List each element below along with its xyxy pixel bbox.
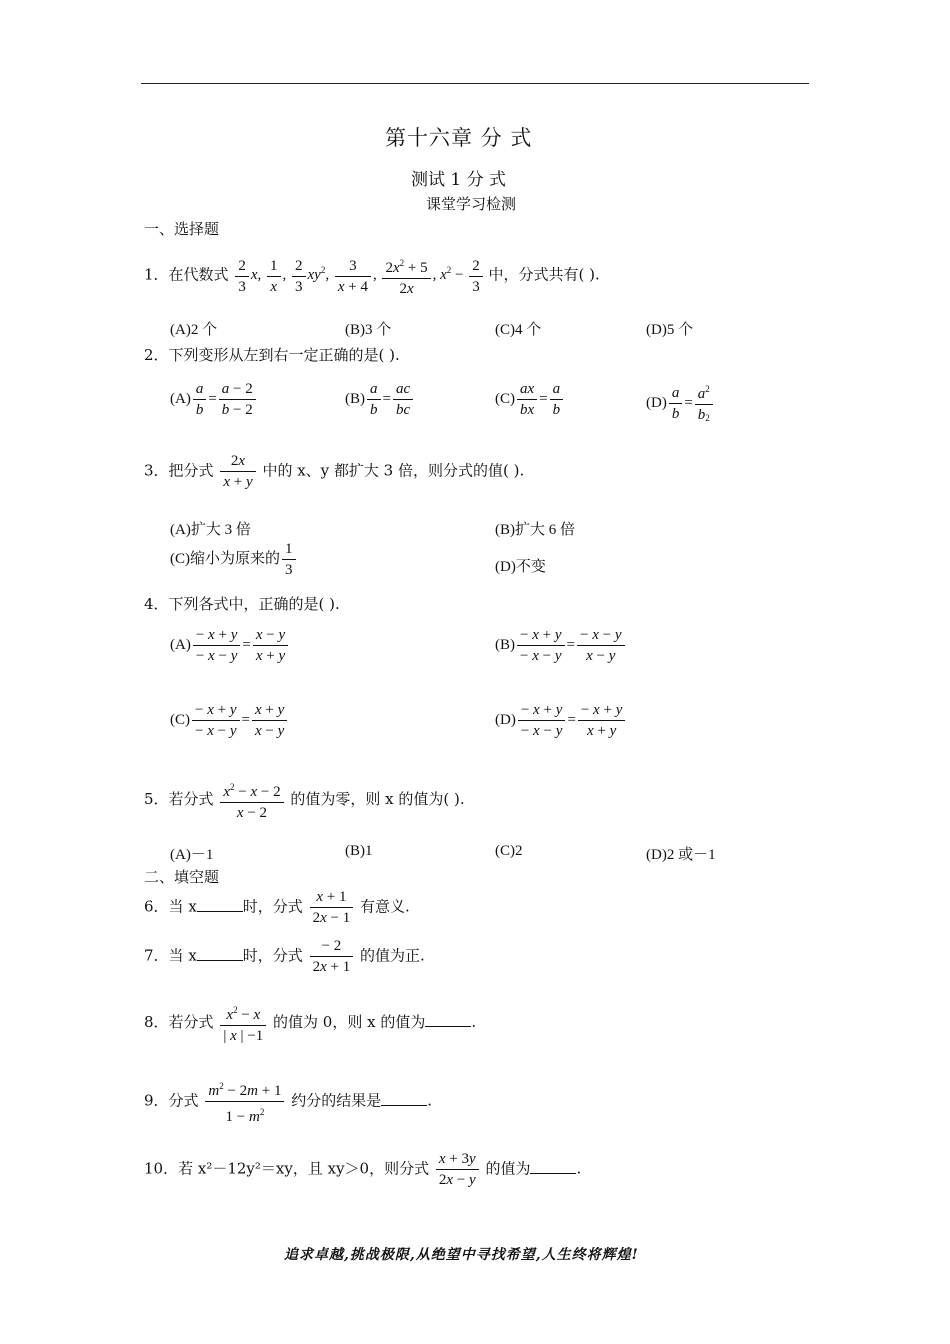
question-1: [144, 254, 600, 298]
question-suffix: 中，分式共有( ).: [488, 265, 600, 284]
option-c[interactable]: (C) $\frac{ax}{bx}$ = $\frac{a}{b}$: [495, 380, 565, 419]
sentence-end: .: [427, 1091, 433, 1110]
question-number: 9．: [144, 1091, 169, 1110]
option-b[interactable]: (B)1: [345, 843, 373, 859]
question-suffix: 有意义.: [360, 897, 410, 916]
question-4: [144, 593, 340, 614]
option-label: (A): [170, 636, 191, 653]
question-number: 1．: [144, 265, 169, 284]
question-number: 8．: [144, 1013, 169, 1031]
question-prefix: 分式: [168, 1091, 199, 1110]
question-mid: 时，分式: [242, 897, 303, 916]
question-prefix: 若 x²－12y²＝xy，且 xy＞0，则分式: [178, 1159, 430, 1178]
option-a[interactable]: (A)扩大 3 倍: [170, 522, 251, 538]
question-suffix: 的值为正.: [360, 946, 425, 965]
question-9: 9．分式 $\frac{m^2 - 2m + 1}{1 - m^2}$ 约分的结果是 .: [144, 1081, 433, 1125]
option-d[interactable]: (D)不变: [495, 559, 546, 575]
answer-blank[interactable]: [197, 899, 243, 912]
sentence-end: .: [471, 1013, 477, 1031]
option-c[interactable]: (C)4 个: [495, 322, 542, 338]
question-prefix: 把分式: [168, 461, 214, 480]
question-number: 10．: [144, 1159, 179, 1178]
question-suffix: 约分的结果是: [291, 1091, 382, 1110]
option-d[interactable]: (D) $\frac{a}{b}$ = $\frac{a^2}{b_2}$: [646, 380, 715, 427]
part2-heading: 二、填空题: [144, 868, 220, 886]
question-5: 5．若分式 $\frac{x^2 - x - 2}{x - 2}$ 的值为零，则 x 的值为( ).: [144, 782, 465, 821]
question-2: [144, 344, 400, 365]
question-number: 3．: [144, 461, 169, 480]
option-d[interactable]: (D)5 个: [646, 322, 694, 338]
top-rule: [141, 83, 809, 84]
question-prefix: 若分式: [168, 790, 214, 808]
option-c[interactable]: (C)缩小为原来的 $\frac{1}{3}$: [170, 540, 298, 579]
footer-motto: 追求卓越,挑战极限,从绝望中寻找希望,人生终将辉煌!: [284, 1247, 639, 1263]
option-d[interactable]: (D) $\frac{- x + y}{- x - y}$ = $\frac{- x + y}{x + y}$: [495, 701, 627, 740]
sentence-end: .: [576, 1159, 582, 1178]
question-number: 5．: [144, 790, 169, 808]
expression-list: $\frac{2}{3}$ x, $\frac{1}{x}$ , $\frac{2}{3}$ $xy^2$, $\frac{3}{x + 4}$ , $\frac{2x^2 + 5}{2x}$ , $x^2$ − $\frac{2}{3}$: [233, 267, 488, 283]
question-number: 6．: [144, 897, 169, 916]
option-label: (B): [345, 390, 365, 407]
question-number: 2．: [144, 346, 169, 364]
option-label: (C)缩小为原来的: [170, 550, 280, 567]
option-b[interactable]: (B)扩大 6 倍: [495, 522, 575, 538]
option-c[interactable]: (C)2: [495, 843, 523, 859]
option-b[interactable]: (B)3 个: [345, 322, 392, 338]
option-label: (B): [495, 636, 515, 653]
option-label: (D): [495, 711, 516, 728]
question-suffix: 中的 x、y 都扩大 3 倍，则分式的值( ).: [262, 461, 525, 480]
option-label: (C): [170, 711, 190, 728]
question-text: 下列变形从左到右一定正确的是( ).: [168, 346, 400, 364]
test-title: 测试 1 分 式: [411, 170, 507, 190]
question-number: 4．: [144, 595, 169, 613]
question-10: 10．若 x²－12y²＝xy，且 xy＞0，则分式 $\frac{x + 3y}{2x - y}$ 的值为 .: [144, 1151, 582, 1188]
answer-blank[interactable]: [197, 948, 243, 961]
part1-heading: 一、选择题: [144, 220, 220, 238]
question-suffix: 的值为 0，则 x 的值为: [273, 1013, 426, 1031]
answer-blank[interactable]: [425, 1014, 471, 1027]
option-b[interactable]: (B) $\frac{- x + y}{- x - y}$ = $\frac{- x - y}{x - y}$: [495, 626, 627, 665]
question-6: 6．当 x 时，分式 $\frac{x + 1}{2x - 1}$ 有意义.: [144, 889, 410, 926]
question-suffix: 的值为零，则 x 的值为( ).: [290, 790, 465, 808]
option-d[interactable]: (D)2 或－1: [646, 847, 716, 863]
question-3: 3．把分式 $\frac{2x}{x + y}$ 中的 x、y 都扩大 3 倍，则分式的值( ).: [144, 453, 525, 490]
option-label: (C): [495, 390, 515, 407]
question-number: 7．: [144, 946, 169, 965]
question-mid: 时，分式: [242, 946, 303, 965]
option-b[interactable]: (B) $\frac{a}{b}$ = $\frac{ac}{bc}$: [345, 380, 415, 419]
question-text: 下列各式中，正确的是( ).: [168, 595, 340, 613]
option-label: (A): [170, 390, 191, 407]
chapter-title: 第十六章 分 式: [385, 126, 533, 150]
option-label: (D): [646, 394, 667, 411]
question-prefix: 在代数式: [168, 265, 229, 284]
question-prefix: 当 x: [168, 946, 197, 965]
answer-blank[interactable]: [530, 1161, 576, 1174]
option-a[interactable]: (A) $\frac{a}{b}$ = $\frac{a - 2}{b - 2}$: [170, 380, 258, 419]
option-a[interactable]: (A)－1: [170, 847, 214, 863]
option-c[interactable]: (C) $\frac{- x + y}{- x - y}$ = $\frac{x + y}{x - y}$: [170, 701, 289, 740]
answer-blank[interactable]: [381, 1093, 427, 1106]
question-7: 7．当 x 时，分式 $\frac{- 2}{2x + 1}$ 的值为正.: [144, 938, 425, 975]
section-title: 课堂学习检测: [426, 195, 517, 213]
question-suffix: 的值为: [485, 1159, 531, 1178]
option-a[interactable]: (A) $\frac{- x + y}{- x - y}$ = $\frac{x - y}{x + y}$: [170, 626, 290, 665]
question-8: 8．若分式 $\frac{x^2 - x}{| x | -1}$ 的值为 0，则 x 的值为 .: [144, 1005, 477, 1044]
question-prefix: 若分式: [168, 1013, 214, 1031]
option-a[interactable]: (A)2 个: [170, 322, 218, 338]
question-prefix: 当 x: [168, 897, 197, 916]
